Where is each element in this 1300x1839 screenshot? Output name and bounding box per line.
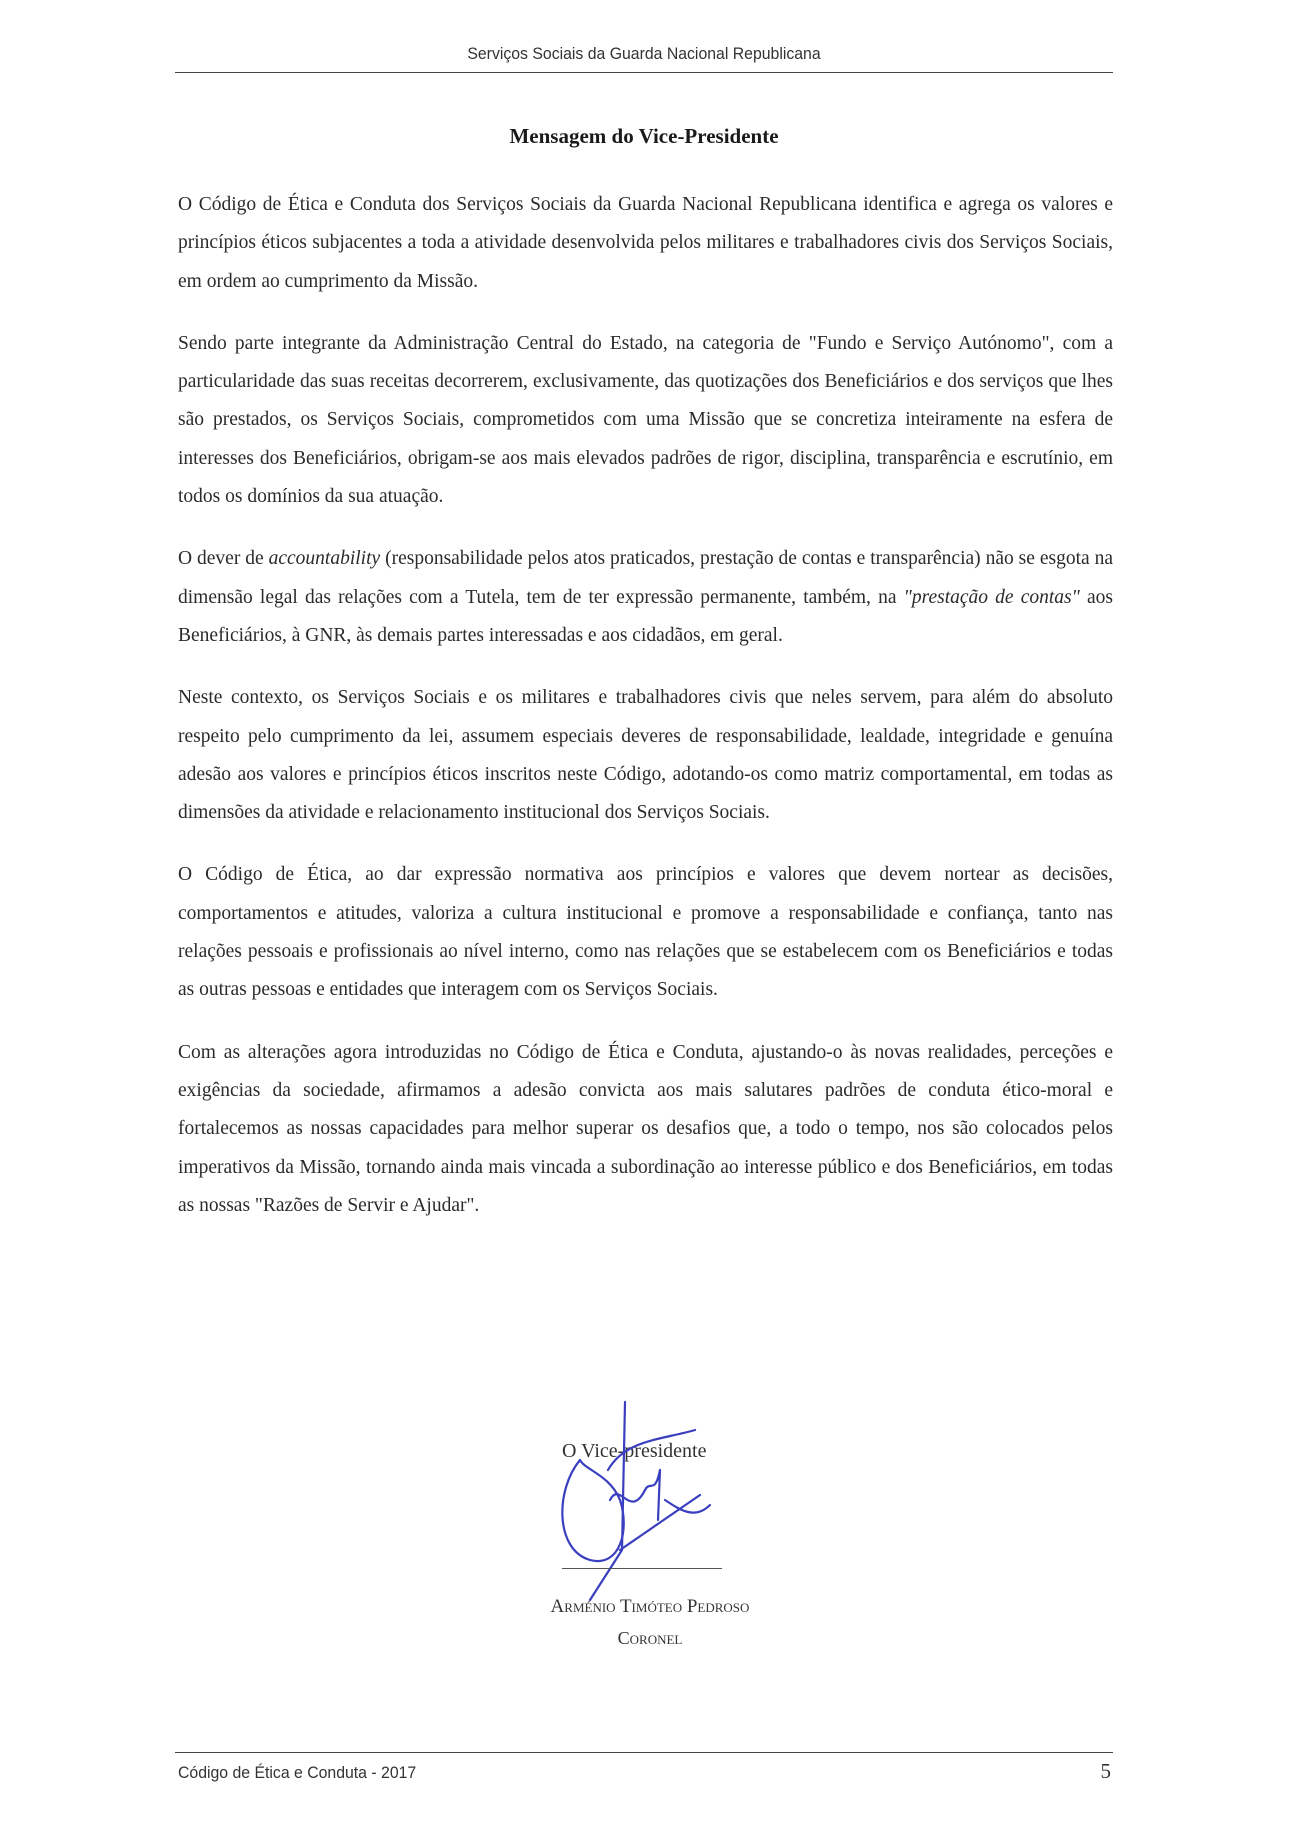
page-title: Mensagem do Vice-Presidente — [509, 124, 779, 148]
paragraph-6: Com as alterações agora introduzidas no Código de Ética e Conduta, ajustando-o às novas realidades, perceções e exigências da sociedade, afirmamos a adesão convicta aos mais salutares padrões de conduta ético-moral e fortalecemos as nossas capacidades para melhor superar os desafios que, a todo o tempo, nos são colocados pelos imperativos da Missão, tornando ainda mais vincada a subordinação ao interesse público e dos Beneficiários, em todas as nossas "Razões de Servir e Ajudar". — [178, 1041, 1113, 1216]
paragraph-3-term-accountability: accountability — [268, 548, 381, 570]
page-number: 5 — [1100, 1759, 1111, 1783]
signature-label: O Vice-presidente — [562, 1440, 707, 1462]
signatory-rank: Coronel — [617, 1628, 683, 1648]
paragraph-3-part-e: aos Beneficiários, à GNR, às demais partes interessadas e aos cidadãos, em geral. — [178, 586, 1113, 646]
paragraph-5: O Código de Ética, ao dar expressão normativa aos princípios e valores que devem nortear as decisões, comportamentos e atitudes, valoriza a cultura institucional e promove a responsabilidade e confiança, tanto nas relações pessoais e profissionais ao nível interno, como nas relações que se estabelecem com os Beneficiários e todas as outras pessoas e entidades que interagem com os Serviços Sociais. — [178, 864, 1113, 1001]
signatory-name: Arménio Timóteo Pedroso — [550, 1596, 750, 1617]
page-footer — [175, 1752, 1113, 1793]
paragraph-2: Sendo parte integrante da Administração Central do Estado, na categoria de "Fundo e Serviço Autónomo", com a particularidade das suas receitas decorrerem, exclusivamente, das quotizações dos Beneficiários e dos serviços que lhes são prestados, os Serviços Sociais, comprometidos com uma Missão que se concretiza inteiramente na esfera de interesses dos Beneficiários, obrigam-se aos mais elevados padrões de rigor, disciplina, transparência e escrutínio, em todos os domínios da sua atuação. — [178, 332, 1113, 508]
paragraph-3-part-a: O dever de — [178, 548, 269, 570]
paragraph-3-quote: "prestação de contas" — [903, 586, 1080, 608]
paragraph-1: O Código de Ética e Conduta dos Serviços Sociais da Guarda Nacional Republicana identifica e agrega os valores e princípios éticos subjacentes a toda a atividade desenvolvida pelos militares e trabalhadores civis dos Serviços Sociais, em ordem ao cumprimento da Missão. — [178, 194, 1113, 292]
signature-line — [562, 1568, 722, 1569]
footer-document-title: Código de Ética e Conduta - 2017 — [178, 1763, 417, 1782]
paragraph-4: Neste contexto, os Serviços Sociais e os militares e trabalhadores civis que neles servem, para além do absoluto respeito pelo cumprimento da lei, assumem especiais deveres de responsabilidade, lealdade, integridade e genuína adesão aos valores e princípios éticos inscritos neste Código, adotando-os como matriz comportamental, em todas as dimensões da atividade e relacionamento institucional dos Serviços Sociais. — [178, 687, 1113, 824]
page-header — [175, 42, 1113, 73]
message-body — [178, 186, 1113, 1249]
header-text: Serviços Sociais da Guarda Nacional Republicana — [467, 44, 821, 63]
signature-block — [500, 1400, 800, 1660]
paragraph-3-part-c: (responsabilidade pelos atos praticados, prestação de contas e transparência) não se esgota na dimensão legal das relações com a Tutela, tem de ter expressão permanente, também, na — [178, 548, 1113, 608]
paragraph-3 — [178, 540, 1113, 655]
